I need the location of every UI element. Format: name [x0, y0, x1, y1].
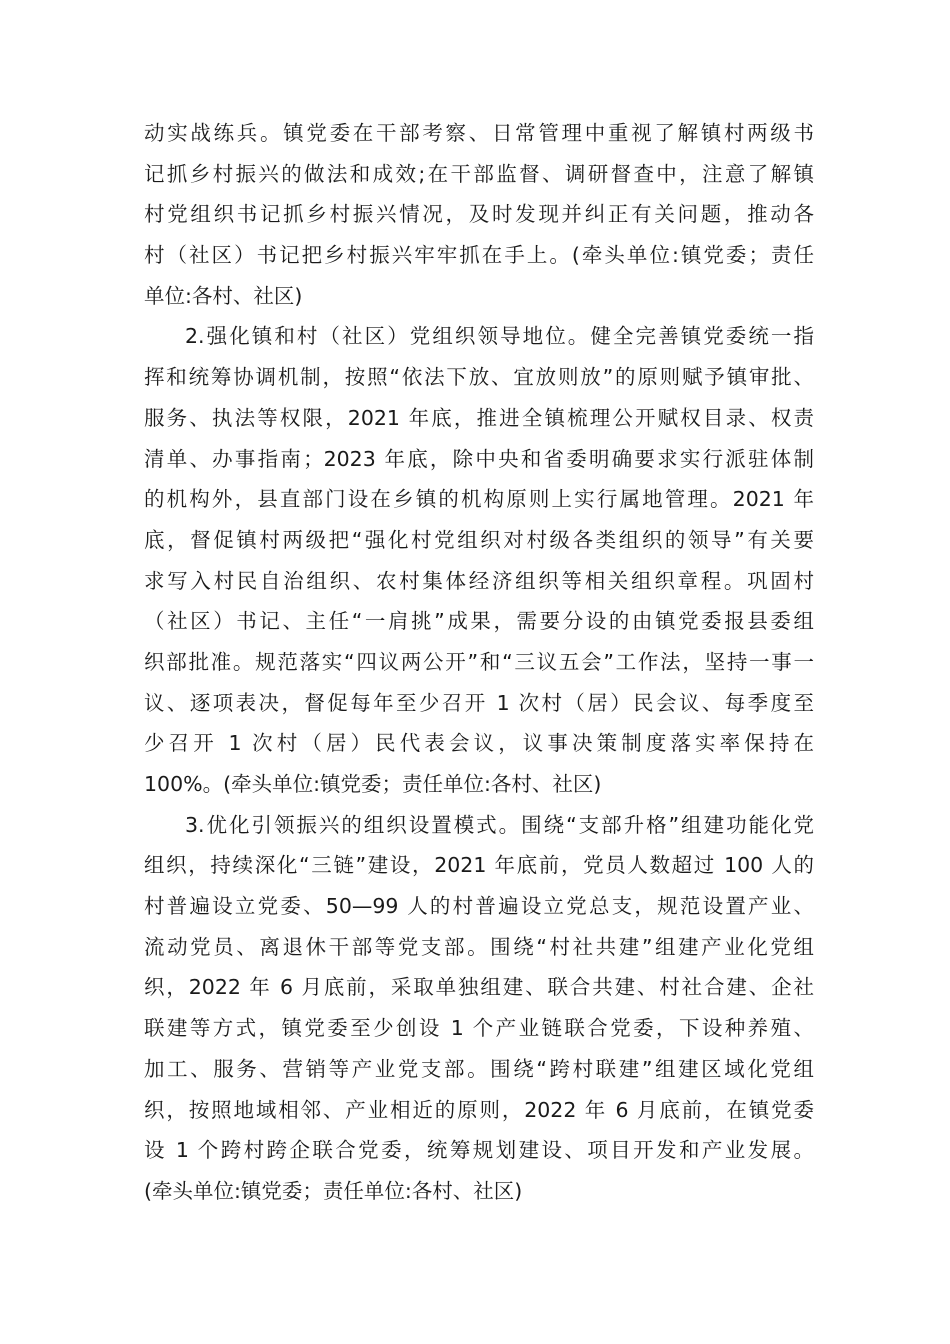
text-line: 记抓乡村振兴的做法和成效;在干部监督、调研督查中，注意了解镇: [144, 161, 814, 186]
text-line: 村普遍设立党委、50—99 人的村普遍设立党总支，规范设置产业、: [144, 894, 814, 919]
text-line: 议、逐项表决，督促每年至少召开 1 次村（居）民会议、每季度至: [144, 690, 814, 715]
text-line: 村（社区）书记把乡村振兴牢牢抓在手上。(牵头单位:镇党委；责任: [144, 243, 814, 268]
text-line: 求写入村民自治组织、农村集体经济组织等相关组织章程。巩固村: [144, 568, 814, 593]
text-line: 流动党员、离退休干部等党支部。围绕“村社共建”组建产业化党组: [144, 934, 814, 959]
paragraph-2: [144, 316, 814, 804]
text-line: 3.优化引领振兴的组织设置模式。围绕“支部升格”组建功能化党: [185, 812, 814, 837]
text-line: 织部批准。规范落实“四议两公开”和“三议五会”工作法，坚持一事一: [144, 649, 814, 674]
text-line: 2.强化镇和村（社区）党组织领导地位。健全完善镇党委统一指: [185, 324, 814, 349]
text-line: 组织，持续深化“三链”建设，2021 年底前，党员人数超过 100 人的: [144, 853, 814, 878]
text-line: (牵头单位:镇党委；责任单位:各村、社区): [144, 1178, 523, 1203]
text-line: 设 1 个跨村跨企联合党委，统筹规划建设、项目开发和产业发展。: [144, 1138, 814, 1163]
text-line: 底，督促镇村两级把“强化村党组织对村级各类组织的领导”有关要: [144, 527, 814, 552]
text-line: 动实战练兵。镇党委在干部考察、日常管理中重视了解镇村两级书: [144, 121, 814, 145]
document-body: [144, 113, 814, 1212]
text-line: 服务、执法等权限，2021 年底，推进全镇梳理公开赋权目录、权责: [144, 405, 814, 430]
paragraph-3: [144, 805, 814, 1212]
text-line: 清单、办事指南；2023 年底，除中央和省委明确要求实行派驻体制: [144, 446, 814, 471]
text-line: 织，按照地域相邻、产业相近的原则，2022 年 6 月底前，在镇党委: [144, 1097, 814, 1122]
text-line: 加工、服务、营销等产业党支部。围绕“跨村联建”组建区域化党组: [144, 1056, 814, 1081]
text-line: 单位:各村、社区): [144, 283, 303, 308]
text-line: 联建等方式，镇党委至少创设 1 个产业链联合党委，下设种养殖、: [144, 1016, 814, 1041]
text-line: 织，2022 年 6 月底前，采取单独组建、联合共建、村社合建、企社: [144, 975, 814, 1000]
text-line: 村党组织书记抓乡村振兴情况，及时发现并纠正有关问题，推动各: [144, 202, 814, 227]
paragraph-1: [144, 113, 814, 316]
text-line: 的机构外，县直部门设在乡镇的机构原则上实行属地管理。2021 年: [144, 487, 814, 512]
text-line: 少召开 1 次村（居）民代表会议，议事决策制度落实率保持在: [144, 731, 814, 756]
text-line: 挥和统筹协调机制，按照“依法下放、宜放则放”的原则赋予镇审批、: [144, 365, 814, 390]
text-line: 100%。(牵头单位:镇党委；责任单位:各村、社区): [144, 772, 602, 796]
text-line: （社区）书记、主任“一肩挑”成果，需要分设的由镇党委报县委组: [144, 609, 814, 634]
